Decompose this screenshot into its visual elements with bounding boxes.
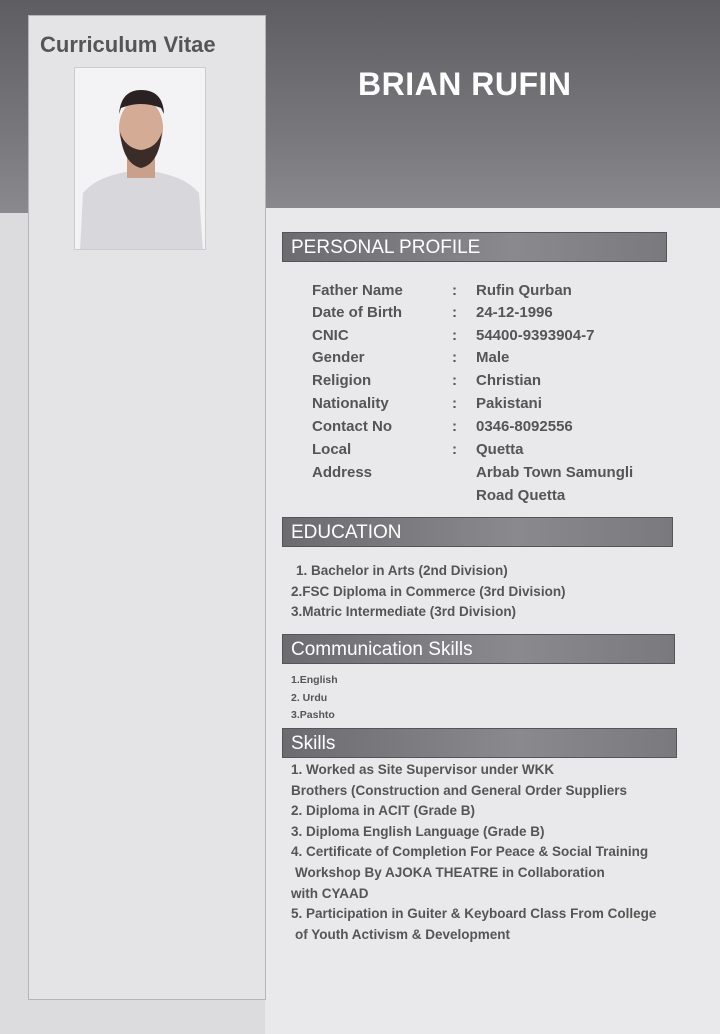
separator: :	[452, 282, 457, 299]
profile-value: Quetta	[476, 441, 524, 458]
profile-value: Pakistani	[476, 395, 542, 412]
separator: :	[452, 372, 457, 389]
separator: :	[452, 327, 457, 344]
language-item: 3.Pashto	[291, 709, 335, 721]
skill-line: 2. Diploma in ACIT (Grade B)	[291, 803, 476, 819]
profile-value: Male	[476, 349, 510, 366]
profile-label: Gender	[312, 349, 365, 366]
skill-line: 1. Worked as Site Supervisor under WKK	[291, 762, 555, 777]
communication-list	[291, 672, 338, 725]
profile-value: Rufin Qurban	[476, 282, 572, 299]
skill-line: 5. Participation in Guiter & Keyboard Class From College	[291, 906, 657, 922]
education-heading: EDUCATION	[282, 517, 673, 547]
profile-label: Contact No	[312, 418, 392, 435]
separator: :	[452, 441, 457, 458]
profile-photo	[74, 67, 206, 250]
profile-label: CNIC	[312, 327, 349, 344]
profile-label: Religion	[312, 372, 372, 389]
separator: :	[452, 418, 457, 435]
profile-value: 54400-9393904-7	[476, 327, 595, 344]
profile-label: Date of Birth	[312, 304, 402, 321]
profile-label: Address	[312, 464, 373, 481]
education-list	[291, 561, 566, 623]
skills-list	[291, 760, 656, 945]
separator: :	[452, 395, 457, 412]
address-line: Arbab Town Samungli	[476, 464, 634, 481]
skill-line: 4. Certificate of Completion For Peace & Social Training	[291, 844, 649, 860]
skill-line: Workshop By AJOKA THEATRE in Collaboration	[295, 864, 605, 880]
skill-line: with CYAAD	[291, 885, 369, 901]
skill-line: of Youth Activism & Development	[295, 926, 511, 942]
skills-heading: Skills	[282, 728, 677, 758]
profile-label: Father Name	[312, 282, 403, 299]
profile-value: Christian	[476, 372, 542, 389]
separator: :	[452, 304, 457, 321]
personal-profile-heading: PERSONAL PROFILE	[282, 232, 667, 262]
education-item: 1. Bachelor in Arts (2nd Division)	[296, 563, 508, 578]
candidate-name: BRIAN RUFIN	[358, 66, 572, 102]
address-line: Road Quetta	[476, 487, 566, 504]
profile-label: Nationality	[312, 395, 389, 412]
communication-skills-heading: Communication Skills	[282, 634, 675, 664]
education-item: 3.Matric Intermediate (3rd Division)	[291, 604, 517, 619]
skill-line: Brothers (Construction and General Order Suppliers	[291, 782, 628, 798]
document-title: Curriculum Vitae	[40, 32, 216, 57]
separator: :	[452, 349, 457, 366]
skill-line: 3. Diploma English Language (Grade B)	[291, 823, 545, 839]
language-item: 1.English	[291, 674, 338, 686]
language-item: 2. Urdu	[291, 691, 328, 704]
education-item: 2.FSC Diploma in Commerce (3rd Division)	[291, 583, 566, 599]
profile-label: Local	[312, 441, 352, 458]
profile-value: 24-12-1996	[476, 304, 553, 321]
profile-value: 0346-8092556	[476, 418, 573, 435]
